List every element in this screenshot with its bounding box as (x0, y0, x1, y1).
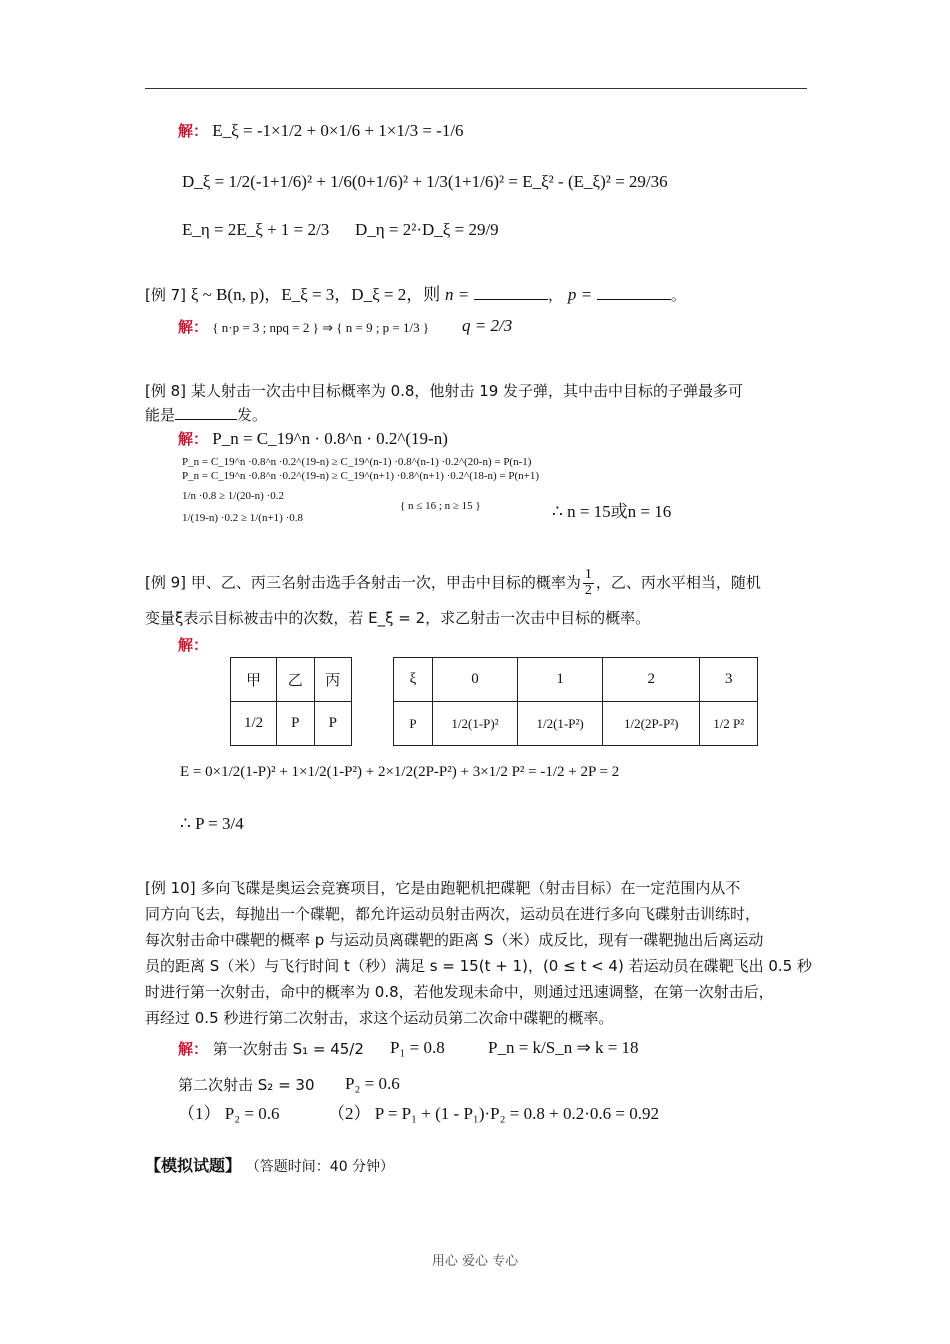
ex7-label: [例 7] (145, 286, 187, 304)
ex9-line2: 变量ξ表示目标被击中的次数，若 E_ξ = 2，求乙射击一次击中目标的概率。 (145, 609, 651, 627)
table2-cell: 1/2(1-P)² (433, 702, 518, 746)
solve-label: 解： (178, 1040, 209, 1058)
ex7-n-label: n = (445, 285, 470, 304)
ex10-line1 (145, 877, 740, 898)
ex8-label: [例 8] (145, 382, 187, 400)
sim-time: （答题时间：40 分钟） (245, 1159, 395, 1175)
ex8-formula: P_n = C_19^n · 0.8^n · 0.2^(19-n) (212, 429, 448, 448)
ex10-line4: 员的距离 S（米）与飞行时间 t（秒）满足 s = 15(t + 1)，(0 ≤ t < 4) 若运动员在碟靶飞出 0.5 秒 (145, 957, 812, 975)
sim-heading (145, 1153, 394, 1176)
ex8-blank[interactable] (175, 405, 237, 420)
sol6-line2: D_ξ = 1/2(-1+1/6)² + 1/6(0+1/6)² + 1/3(1+1/6)² = E_ξ² - (E_ξ)² = 29/36 (182, 172, 668, 191)
ex10-answer1: （1） P₂ = 0.6 (178, 1104, 280, 1123)
ex8-system1a: P_n = C_19^n ·0.8^n ·0.2^(19-n) ≥ C_19^(n-1) ·0.8^(n-1) ·0.2^(20-n) = P(n-1) (182, 456, 532, 468)
table2-cell: P (394, 702, 433, 746)
table1-cell: P (277, 702, 314, 746)
ex10-line3: 每次射击命中碟靶的概率 p 与运动员离碟靶的距离 S（米）成反比，现有一碟靶抛出后离运动 (145, 931, 764, 949)
table2-header: ξ (394, 658, 433, 702)
ex9-table-shooters (230, 657, 352, 746)
table1-header: 甲 (231, 658, 277, 702)
ex9-half: $\frac{1}{2}$ (584, 567, 592, 598)
sol6-line1 (178, 120, 464, 141)
ex8-system2a: 1/n ·0.8 ≥ 1/(20-n) ·0.2 (182, 490, 284, 502)
ex10-s1: 第一次射击 S₁ = 45/2 (212, 1040, 364, 1058)
sol6-line1-text: E_ξ = -1×1/2 + 0×1/6 + 1×1/3 = -1/6 (212, 121, 464, 140)
ex10-answer2: （2） P = P₁ + (1 - P₁)·P₂ = 0.8 + 0.2·0.6 = 0.92 (328, 1104, 659, 1123)
solve-label: 解： (178, 122, 209, 140)
sol6-line3b: D_η = 2²·D_ξ = 29/9 (355, 220, 499, 239)
sol6-line3a: E_η = 2E_ξ + 1 = 2/3 (182, 220, 330, 239)
ex8-answer: ∴ n = 15或n = 16 (552, 502, 672, 521)
table2-header: 2 (603, 658, 700, 702)
ex9-expectation: E = 0×1/2(1-P)² + 1×1/2(1-P²) + 2×1/2(2P-P²) + 3×1/2 P² = -1/2 + 2P = 2 (180, 764, 620, 780)
ex7-system: { n·p = 3 ; npq = 2 } ⇒ { n = 9 ; p = 1/3 } (212, 320, 430, 335)
header-rule (145, 88, 807, 89)
ex8-system2b: 1/(19-n) ·0.2 ≥ 1/(n+1) ·0.8 (182, 512, 303, 524)
table2-cell: 1/2(1-P²) (518, 702, 603, 746)
sim-title: 【模拟试题】 (145, 1156, 242, 1175)
ex9-result: ∴ P = 3/4 (180, 814, 244, 833)
solve-label: 解： (178, 636, 209, 654)
ex7-question: [例 7] ξ ~ B(n, p)，E_ξ = 3，D_ξ = 2，则 n = ， p = 。 (145, 285, 686, 304)
ex7-text: ξ ~ B(n, p)，E_ξ = 3，D_ξ = 2，则 (190, 285, 441, 304)
ex8-line1 (145, 380, 743, 401)
table1-header: 丙 (314, 658, 351, 702)
ex10-p1: P₁ = 0.8 (390, 1038, 445, 1057)
ex8-text1: 某人射击一次击中目标概率为 0.8，他射击 19 发子弹，其中击中目标的子弹最多可 (190, 382, 744, 400)
table2-cell: 1/2(2P-P²) (603, 702, 700, 746)
solve-label: 解： (178, 430, 209, 448)
ex10-sol-line1 (178, 1038, 364, 1059)
ex10-p2: P₂ = 0.6 (345, 1074, 400, 1093)
ex8-system1b: P_n = C_19^n ·0.8^n ·0.2^(19-n) ≥ C_19^(n+1) ·0.8^(n+1) ·0.2^(18-n) = P(n+1) (182, 470, 540, 482)
ex10-pn: P_n = k/S_n ⇒ k = 18 (488, 1038, 639, 1057)
ex8-text2a: 能是 (145, 406, 176, 424)
table1-header: 乙 (277, 658, 314, 702)
ex9-text1b: ，乙、丙水平相当，随机 (595, 573, 761, 592)
ex7-solution (178, 316, 429, 337)
table2-header: 1 (518, 658, 603, 702)
ex9-label: [例 9] (145, 573, 187, 592)
table1-cell: 1/2 (231, 702, 277, 746)
ex7-q-value: q = 2/3 (462, 316, 513, 335)
ex9-line1 (145, 568, 761, 598)
ex10-label: [例 10] (145, 879, 196, 897)
table2-header: 3 (700, 658, 758, 702)
ex8-system3: { n ≤ 16 ; n ≥ 15 } (400, 500, 481, 512)
table2-cell: 1/2 P² (700, 702, 758, 746)
ex9-table-distribution (393, 657, 758, 746)
ex7-p-label: p = (567, 285, 593, 304)
solve-label: 解： (178, 318, 209, 336)
table1-cell: P (314, 702, 351, 746)
ex10-l1: 多向飞碟是奥运会竞赛项目，它是由跑靶机把碟靶（射击目标）在一定范围内从不 (200, 879, 741, 897)
ex8-text2b: 发。 (237, 406, 268, 424)
ex10-line5: 时进行第一次射击，命中的概率为 0.8，若他发现未命中，则通过迅速调整，在第一次射击后， (145, 983, 774, 1001)
page-footer: 用心 爱心 专心 (431, 1254, 519, 1269)
ex7-p-blank[interactable] (597, 285, 671, 300)
ex7-end: 。 (670, 286, 686, 304)
ex7-n-blank[interactable] (474, 285, 548, 300)
ex8-formula-line (178, 428, 448, 449)
ex8-line2 (145, 404, 267, 425)
ex9-text1: 甲、乙、丙三名射击选手各射击一次，甲击中目标的概率为 (190, 573, 581, 592)
table2-header: 0 (433, 658, 518, 702)
ex10-s2: 第二次射击 S₂ = 30 (178, 1076, 315, 1094)
ex10-line6: 再经过 0.5 秒进行第二次射击，求这个运动员第二次命中碟靶的概率。 (145, 1009, 614, 1027)
ex10-line2: 同方向飞去，每抛出一个碟靶，都允许运动员射击两次，运动员在进行多向飞碟射击训练时， (145, 905, 761, 923)
